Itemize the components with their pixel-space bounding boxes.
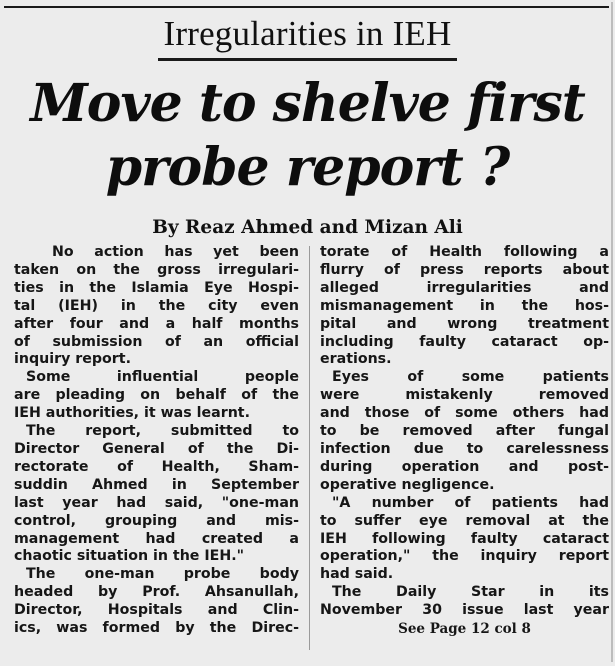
kicker-title: Irregularities in IEH <box>158 14 458 61</box>
text-line: The Daily Star in its <box>332 584 609 601</box>
text-line: alleged irregularities and <box>320 279 609 296</box>
text-line: November 30 issue last year <box>320 602 609 619</box>
text-line: are pleading on behalf of the <box>14 387 299 404</box>
article-column-right <box>320 244 609 639</box>
byline: By Reaz Ahmed and Mizan Ali <box>152 217 463 238</box>
text-line: IEH authorities, it was learnt. <box>14 405 250 422</box>
text-line: control, grouping and mis- <box>14 512 299 529</box>
text-line: tal (IEH) in the city even <box>14 297 299 314</box>
text-line: erations. <box>320 351 392 368</box>
text-line: ics, was formed by the Direc- <box>14 620 299 637</box>
text-line: operative negligence. <box>320 476 495 493</box>
text-line: Director, Hospitals and Clin- <box>14 602 299 619</box>
text-line: inquiry report. <box>14 351 131 368</box>
text-line: and those of some others had <box>320 405 609 422</box>
text-line: ties in the Islamia Eye Hospi- <box>14 279 299 296</box>
kicker-container <box>0 14 615 61</box>
text-line: Some influential people <box>26 369 299 386</box>
text-line: torate of Health following a <box>320 244 609 260</box>
top-rule <box>4 6 609 8</box>
column-divider <box>309 246 310 650</box>
text-line: operation," the inquiry report <box>320 548 609 565</box>
text-line: infection due to carelessness <box>320 440 609 457</box>
text-line: suddin Ahmed in September <box>14 476 299 493</box>
text-line: "A number of patients had <box>332 494 609 511</box>
text-line: No action has yet been <box>52 244 299 260</box>
text-line: had said. <box>320 566 394 583</box>
text-line: Eyes of some patients <box>332 369 609 386</box>
text-line: of submission of an official <box>14 333 299 350</box>
text-line: pital and wrong treatment <box>320 315 609 332</box>
text-line: during operation and post- <box>320 458 609 475</box>
text-line: taken on the gross irregulari- <box>14 261 299 278</box>
text-line: Director General of the Di- <box>14 440 299 457</box>
text-line: were mistakenly removed <box>320 387 609 404</box>
text-line: The one-man probe body <box>26 566 299 583</box>
continuation-note: See Page 12 col 8 <box>398 621 531 638</box>
headline-line-1: Move to shelve first <box>30 73 585 134</box>
text-line: headed by Prof. Ahsanullah, <box>14 584 299 601</box>
text-line: last year had said, "one-man <box>14 494 299 511</box>
text-line: mismanagement in the hos- <box>320 297 609 314</box>
text-line: rectorate of Health, Sham- <box>14 458 299 475</box>
text-line: chaotic situation in the IEH." <box>14 548 244 565</box>
text-line: IEH following faulty cataract <box>320 530 609 547</box>
text-line: to be removed after fungal <box>320 423 609 440</box>
text-line: The report, submitted to <box>26 423 299 440</box>
text-line: to suffer eye removal at the <box>320 512 609 529</box>
headline-line-2: probe report ? <box>105 137 510 198</box>
text-line: flurry of press reports about <box>320 261 609 278</box>
article-column-left <box>14 244 299 638</box>
headline <box>0 72 615 200</box>
text-line: management had created a <box>14 530 299 547</box>
text-line: after four and a half months <box>14 315 299 332</box>
text-line: including faulty cataract op- <box>320 333 609 350</box>
